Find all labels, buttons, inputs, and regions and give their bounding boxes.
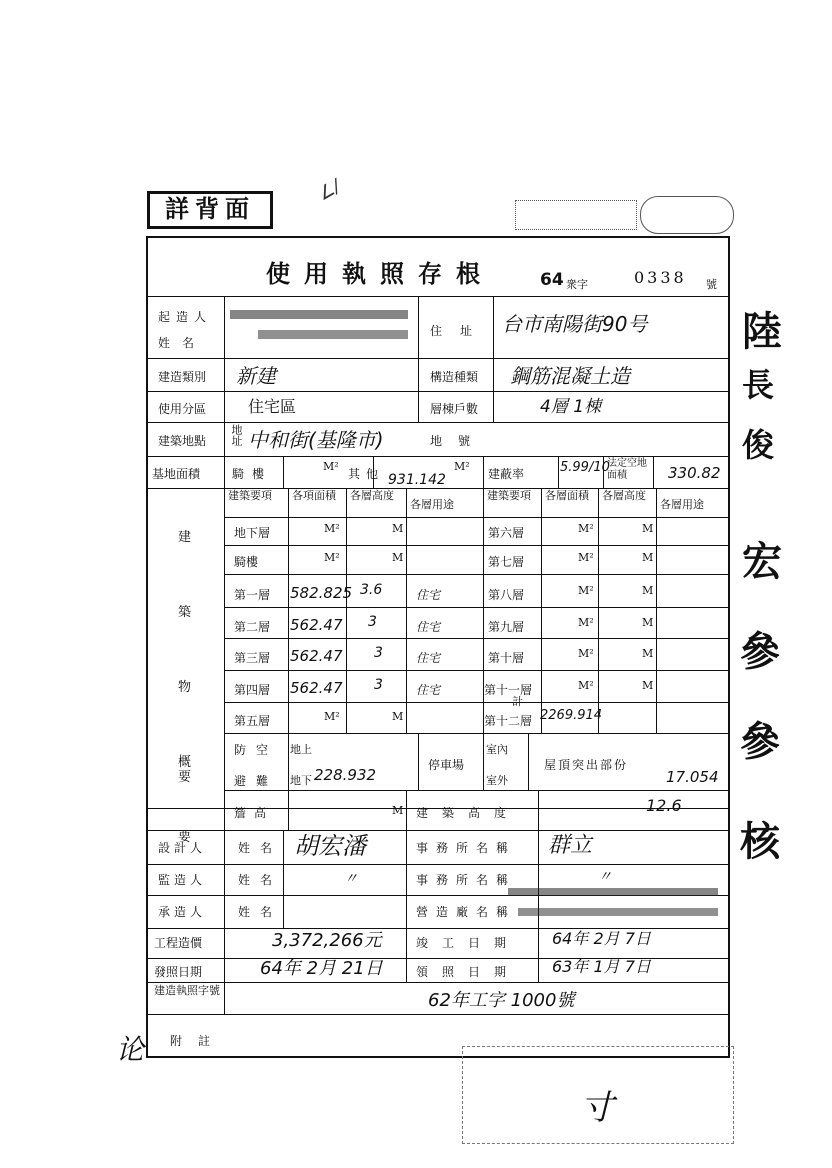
floor-row-name: 第八層 — [488, 588, 525, 602]
label-parking: 停車場 — [428, 758, 465, 772]
license-form — [146, 236, 730, 1058]
ink-stamp-top-right — [515, 200, 637, 230]
label-notes: 附註 — [170, 1034, 227, 1048]
label-name: 姓名 — [238, 873, 283, 887]
left-margin-mark-icon: 论 — [116, 1033, 145, 1066]
category-value: 新建 — [236, 364, 276, 388]
margin-stamp-char: 參 — [740, 629, 780, 675]
label-base-area: 基地面積 — [152, 467, 201, 481]
header-right-use: 各層用途 — [660, 498, 704, 511]
margin-stamp-char: 俊 — [742, 426, 775, 464]
label-outdoor: 室外 — [486, 774, 508, 787]
floor-row-name: 第九層 — [488, 620, 525, 634]
label-ground: 地上 — [290, 743, 312, 756]
form-title: 使用執照存根 — [266, 259, 494, 288]
unit-m2: M² — [578, 647, 594, 660]
label-structure: 構造種類 — [430, 370, 479, 384]
floor-area-value: 562.47 — [290, 679, 343, 697]
header-left-area: 各項面積 — [292, 489, 336, 502]
label-address: 住址 — [430, 324, 491, 338]
bldg-height-value: 12.6 — [646, 796, 682, 815]
firm-stamp-line1 — [508, 888, 718, 896]
floor-row-name: 第七層 — [488, 555, 525, 569]
label-other: 其他 — [348, 467, 385, 481]
label-roof: 屋頂突出部份 — [544, 758, 629, 772]
label-location: 建築地點 — [158, 434, 207, 448]
header-right-area: 各層面積 — [545, 489, 589, 502]
floor-row-name: 地下層 — [234, 526, 271, 540]
margin-stamp-char: 長 — [742, 366, 775, 404]
unit-m: M — [392, 551, 404, 564]
unit-m2: M² — [324, 522, 340, 535]
header-left-item: 建築要項 — [228, 489, 272, 502]
roof-area-value: 17.054 — [666, 768, 719, 786]
signature-icon: 寸 — [580, 1088, 614, 1128]
floor-area-value: 562.47 — [290, 647, 343, 665]
label-addr-small: 地址 — [230, 424, 243, 446]
permit-no-value: 62年工字 1000號 — [428, 990, 575, 1011]
number-type: 衆字 — [566, 278, 588, 291]
label-indoor: 室內 — [486, 743, 508, 756]
label-license-date: 領照日期 — [416, 965, 521, 979]
floor-row-name: 第四層 — [234, 683, 271, 697]
floor-row-name: 騎樓 — [234, 555, 259, 569]
section-char-end: 要 — [178, 770, 192, 785]
label-coverage: 建蔽率 — [488, 467, 525, 481]
floor-area-value: 562.47 — [290, 616, 343, 634]
floor-row-name: 第六層 — [488, 526, 525, 540]
unit-m2: M² — [578, 551, 594, 564]
coverage-value: 5.99/10 — [560, 460, 610, 475]
floor-area-value: 582.825 — [290, 584, 353, 602]
license-number: 0338 — [634, 268, 687, 287]
floor-row-name: 第十二層 — [484, 714, 533, 728]
license-date-value: 63年 1月 7日 — [552, 957, 651, 976]
label-shelter-1: 防空 — [234, 743, 279, 757]
zone-value: 住宅區 — [248, 397, 297, 416]
under-area-value: 228.932 — [314, 766, 377, 784]
floor-height-value: 3.6 — [360, 582, 383, 598]
number-suffix: 號 — [706, 278, 717, 291]
other-unit: M² — [454, 460, 470, 473]
supervisor-office: 〃 — [598, 869, 612, 885]
unit-m: M — [642, 584, 654, 597]
label-shelter-2: 避難 — [234, 774, 279, 788]
label-name: 姓名 — [238, 905, 283, 919]
label-completion: 竣工日期 — [416, 936, 521, 950]
floor-row-name: 第一層 — [234, 588, 271, 602]
floor-row-name: 第三層 — [234, 651, 271, 665]
unit-m2: M² — [578, 522, 594, 535]
label-floors: 層棟戶數 — [430, 402, 479, 416]
header-left-height: 各層高度 — [350, 489, 394, 502]
total-area-value: 2269.914 — [540, 708, 603, 723]
header-stamp: 詳背面 — [147, 191, 273, 229]
label-bldg-height: 建築高度 — [416, 806, 521, 820]
label-office: 事務所名稱 — [416, 841, 517, 855]
total-label: 計 — [512, 695, 523, 708]
unit-m: M — [642, 679, 654, 692]
location-value: 中和街(基隆市) — [248, 428, 384, 452]
header-right-height: 各層高度 — [602, 489, 646, 502]
unit-m2: M² — [578, 584, 594, 597]
label-category: 建造類別 — [158, 370, 207, 384]
floor-use-value: 住宅 — [416, 683, 441, 697]
floor-row-name: 第十層 — [488, 651, 525, 665]
designer-name: 胡宏潘 — [294, 832, 366, 860]
label-lot: 地號 — [430, 434, 487, 448]
label-contractor: 承造人 — [158, 905, 207, 919]
owner-name-stamp-line2 — [258, 330, 408, 339]
completion-value: 64年 2月 7日 — [552, 929, 651, 948]
cost-value: 3,372,266元 — [272, 930, 382, 951]
arcade-unit: M² — [323, 460, 339, 473]
supervisor-name: 〃 — [344, 871, 358, 887]
label-builder: 起造人 — [158, 310, 213, 324]
unit-m2: M² — [578, 616, 594, 629]
label-office: 事務所名稱 — [416, 873, 517, 887]
label-firm: 營造廠名稱 — [416, 905, 517, 919]
unit-m: M — [642, 647, 654, 660]
floor-height-value: 3 — [368, 614, 377, 630]
label-arcade: 騎樓 — [232, 467, 273, 481]
label-supervisor: 監造人 — [158, 873, 207, 887]
unit-m: M — [392, 522, 404, 535]
structure-value: 鋼筋混凝土造 — [510, 364, 630, 388]
floor-row-name: 第五層 — [234, 714, 271, 728]
label-eave: 簷高 — [234, 806, 275, 820]
owner-name-stamp — [230, 310, 408, 319]
section-building-summary: 建築物概要 — [178, 530, 192, 845]
issue-date-value: 64年 2月 21日 — [260, 958, 383, 979]
unit-m2: M² — [324, 551, 340, 564]
label-designer: 設計人 — [158, 841, 207, 855]
open-space-value: 330.82 — [668, 464, 721, 482]
ink-stamp-seal — [640, 196, 734, 234]
floor-use-value: 住宅 — [416, 620, 441, 634]
floor-use-value: 住宅 — [416, 651, 441, 665]
unit-m: M — [642, 551, 654, 564]
unit-m: M — [392, 804, 404, 817]
header-left-use: 各層用途 — [410, 498, 454, 511]
designer-office: 群立 — [548, 833, 593, 858]
unit-m: M — [642, 522, 654, 535]
floor-row-name: 第二層 — [234, 620, 271, 634]
label-under: 地下 — [290, 774, 312, 787]
margin-stamp-char: 參 — [740, 719, 780, 765]
header-right-item: 建築要項 — [487, 489, 531, 502]
label-open-space: 法定空地面積 — [607, 458, 647, 481]
label-cost: 工程造價 — [154, 936, 203, 950]
label-issue-date: 發照日期 — [154, 965, 203, 979]
margin-stamp-char: 核 — [740, 819, 780, 865]
number-prefix: 64 — [540, 270, 564, 290]
margin-stamp-char: 陸 — [742, 309, 782, 355]
label-owner-name: 姓名 — [158, 336, 207, 350]
firm-stamp-line2 — [518, 908, 718, 916]
label-zone: 使用分區 — [158, 402, 207, 416]
address-value: 台市南陽街90号 — [502, 312, 648, 336]
floor-row-name: 第十一層 — [484, 683, 533, 697]
other-area-value: 931.142 — [388, 472, 446, 488]
floor-use-value: 住宅 — [416, 588, 441, 602]
floors-value: 4層 1棟 — [540, 397, 602, 417]
pen-mark-icon: ∠∕ — [314, 175, 344, 206]
margin-stamp-char: 宏 — [742, 539, 782, 585]
label-name: 姓名 — [238, 841, 283, 855]
floor-height-value: 3 — [374, 645, 383, 661]
unit-m2: M² — [324, 710, 340, 723]
floor-height-value: 3 — [374, 677, 383, 693]
unit-m: M — [392, 710, 404, 723]
unit-m2: M² — [578, 679, 594, 692]
label-permit-no: 建造執照字號 — [154, 984, 220, 997]
unit-m: M — [642, 616, 654, 629]
